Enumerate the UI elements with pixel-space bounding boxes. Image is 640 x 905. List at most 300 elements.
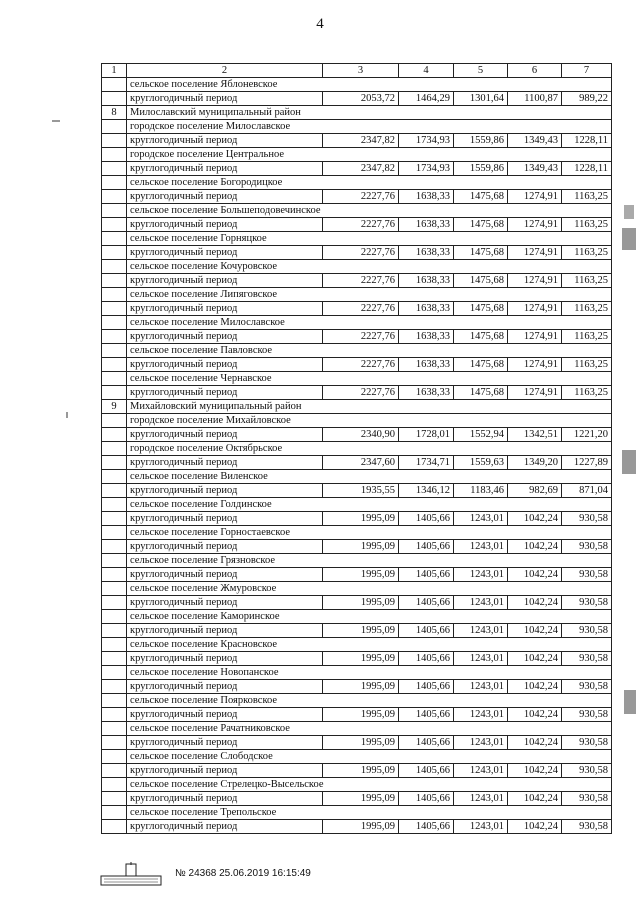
- settlement-name-cell: сельское поселение Слободское: [127, 750, 612, 764]
- period-cell: круглогодичный период: [127, 764, 323, 778]
- row-number-cell: [102, 806, 127, 820]
- row-number-cell: [102, 302, 127, 316]
- district-name-cell: Михайловский муниципальный район: [127, 400, 612, 414]
- value-cell: 1042,24: [508, 680, 562, 694]
- row-number-cell: [102, 694, 127, 708]
- settlement-row: [102, 414, 612, 428]
- registration-stamp: № 24368 25.06.2019 16:15:49: [175, 868, 311, 879]
- value-cell: 1475,68: [454, 190, 508, 204]
- page-number: 4: [316, 16, 324, 32]
- header-row: [102, 64, 612, 78]
- value-cell: 1475,68: [454, 274, 508, 288]
- row-number-cell: [102, 190, 127, 204]
- period-cell: круглогодичный период: [127, 820, 323, 834]
- settlement-row: [102, 372, 612, 386]
- period-cell: круглогодичный период: [127, 624, 323, 638]
- tariff-row: [102, 624, 612, 638]
- settlement-name-cell: сельское поселение Грязновское: [127, 554, 612, 568]
- row-number-cell: [102, 456, 127, 470]
- row-number-cell: [102, 442, 127, 456]
- scan-artifact: [622, 450, 636, 474]
- value-cell: 1935,55: [323, 484, 399, 498]
- row-number-cell: 9: [102, 400, 127, 414]
- value-cell: 1638,33: [399, 218, 454, 232]
- period-cell: круглогодичный период: [127, 456, 323, 470]
- value-cell: 1243,01: [454, 680, 508, 694]
- value-cell: 1274,91: [508, 330, 562, 344]
- settlement-row: [102, 78, 612, 92]
- value-cell: 1995,09: [323, 624, 399, 638]
- value-cell: 1163,25: [562, 190, 612, 204]
- value-cell: 1227,89: [562, 456, 612, 470]
- settlement-row: [102, 148, 612, 162]
- district-row: [102, 400, 612, 414]
- header-cell: 1: [102, 64, 127, 78]
- tariff-row: [102, 540, 612, 554]
- header-cell: 4: [399, 64, 454, 78]
- value-cell: 930,58: [562, 764, 612, 778]
- value-cell: 930,58: [562, 680, 612, 694]
- period-cell: круглогодичный период: [127, 92, 323, 106]
- row-number-cell: 8: [102, 106, 127, 120]
- row-number-cell: [102, 736, 127, 750]
- value-cell: 1163,25: [562, 218, 612, 232]
- settlement-row: [102, 778, 612, 792]
- value-cell: 1405,66: [399, 736, 454, 750]
- row-number-cell: [102, 778, 127, 792]
- tariff-row: [102, 652, 612, 666]
- row-number-cell: [102, 274, 127, 288]
- tariff-row: [102, 820, 612, 834]
- row-number-cell: [102, 638, 127, 652]
- settlement-row: [102, 288, 612, 302]
- period-cell: круглогодичный период: [127, 652, 323, 666]
- row-number-cell: [102, 554, 127, 568]
- value-cell: 1042,24: [508, 568, 562, 582]
- value-cell: 1042,24: [508, 764, 562, 778]
- value-cell: 1734,93: [399, 134, 454, 148]
- value-cell: 1042,24: [508, 820, 562, 834]
- settlement-row: [102, 120, 612, 134]
- value-cell: 1243,01: [454, 708, 508, 722]
- value-cell: 1638,33: [399, 386, 454, 400]
- header-cell: 2: [127, 64, 323, 78]
- row-number-cell: [102, 624, 127, 638]
- settlement-name-cell: сельское поселение Каморинское: [127, 610, 612, 624]
- row-number-cell: [102, 722, 127, 736]
- value-cell: 1734,71: [399, 456, 454, 470]
- value-cell: 1042,24: [508, 624, 562, 638]
- tariff-row: [102, 484, 612, 498]
- value-cell: 1734,93: [399, 162, 454, 176]
- value-cell: 989,22: [562, 92, 612, 106]
- row-number-cell: [102, 414, 127, 428]
- tariff-row: [102, 274, 612, 288]
- value-cell: 1638,33: [399, 302, 454, 316]
- settlement-name-cell: городское поселение Центральное: [127, 148, 612, 162]
- tariff-row: [102, 512, 612, 526]
- settlement-name-cell: сельское поселение Кочуровское: [127, 260, 612, 274]
- value-cell: 1638,33: [399, 330, 454, 344]
- value-cell: 1995,09: [323, 540, 399, 554]
- value-cell: 1243,01: [454, 512, 508, 526]
- row-number-cell: [102, 428, 127, 442]
- value-cell: 1475,68: [454, 330, 508, 344]
- scan-artifact: [52, 120, 60, 122]
- tariff-row: [102, 302, 612, 316]
- value-cell: 930,58: [562, 820, 612, 834]
- value-cell: 1100,87: [508, 92, 562, 106]
- settlement-row: [102, 722, 612, 736]
- value-cell: 1995,09: [323, 568, 399, 582]
- settlement-name-cell: сельское поселение Жмуровское: [127, 582, 612, 596]
- row-number-cell: [102, 246, 127, 260]
- settlement-row: [102, 582, 612, 596]
- row-number-cell: [102, 134, 127, 148]
- period-cell: круглогодичный период: [127, 736, 323, 750]
- settlement-name-cell: сельское поселение Большеподовечинское: [127, 204, 612, 218]
- row-number-cell: [102, 260, 127, 274]
- value-cell: 1243,01: [454, 596, 508, 610]
- value-cell: 1228,11: [562, 134, 612, 148]
- value-cell: 2227,76: [323, 190, 399, 204]
- row-number-cell: [102, 78, 127, 92]
- district-name-cell: Милославский муниципальный район: [127, 106, 612, 120]
- value-cell: 2227,76: [323, 246, 399, 260]
- settlement-row: [102, 498, 612, 512]
- scan-artifact: [624, 205, 634, 219]
- settlement-row: [102, 694, 612, 708]
- settlement-name-cell: сельское поселение Яблоневское: [127, 78, 612, 92]
- tariff-row: [102, 190, 612, 204]
- value-cell: 982,69: [508, 484, 562, 498]
- value-cell: 2053,72: [323, 92, 399, 106]
- row-number-cell: [102, 344, 127, 358]
- settlement-name-cell: сельское поселение Поярковское: [127, 694, 612, 708]
- value-cell: 1243,01: [454, 736, 508, 750]
- row-number-cell: [102, 708, 127, 722]
- stamp-logo: [100, 862, 162, 886]
- value-cell: 1559,86: [454, 134, 508, 148]
- header-cell: 3: [323, 64, 399, 78]
- value-cell: 2340,90: [323, 428, 399, 442]
- value-cell: 1342,51: [508, 428, 562, 442]
- value-cell: 930,58: [562, 596, 612, 610]
- period-cell: круглогодичный период: [127, 540, 323, 554]
- value-cell: 1346,12: [399, 484, 454, 498]
- row-number-cell: [102, 120, 127, 134]
- value-cell: 1274,91: [508, 246, 562, 260]
- row-number-cell: [102, 386, 127, 400]
- row-number-cell: [102, 330, 127, 344]
- value-cell: 1042,24: [508, 652, 562, 666]
- value-cell: 1405,66: [399, 568, 454, 582]
- settlement-row: [102, 260, 612, 274]
- value-cell: 1349,20: [508, 456, 562, 470]
- value-cell: 871,04: [562, 484, 612, 498]
- value-cell: 1243,01: [454, 540, 508, 554]
- tariff-table: [101, 63, 612, 834]
- value-cell: 2227,76: [323, 358, 399, 372]
- value-cell: 1995,09: [323, 708, 399, 722]
- settlement-row: [102, 666, 612, 680]
- tariff-row: [102, 680, 612, 694]
- value-cell: 1405,66: [399, 764, 454, 778]
- period-cell: круглогодичный период: [127, 358, 323, 372]
- value-cell: 2227,76: [323, 302, 399, 316]
- value-cell: 1638,33: [399, 246, 454, 260]
- settlement-row: [102, 470, 612, 484]
- value-cell: 1405,66: [399, 624, 454, 638]
- settlement-name-cell: сельское поселение Липяговское: [127, 288, 612, 302]
- value-cell: 1552,94: [454, 428, 508, 442]
- settlement-row: [102, 806, 612, 820]
- period-cell: круглогодичный период: [127, 134, 323, 148]
- value-cell: 1274,91: [508, 218, 562, 232]
- value-cell: 1274,91: [508, 274, 562, 288]
- value-cell: 1405,66: [399, 820, 454, 834]
- value-cell: 1475,68: [454, 386, 508, 400]
- settlement-row: [102, 176, 612, 190]
- tariff-row: [102, 92, 612, 106]
- settlement-name-cell: городское поселение Октябрьское: [127, 442, 612, 456]
- value-cell: 1405,66: [399, 652, 454, 666]
- value-cell: 1228,11: [562, 162, 612, 176]
- header-cell: 5: [454, 64, 508, 78]
- value-cell: 1183,46: [454, 484, 508, 498]
- value-cell: 2347,82: [323, 162, 399, 176]
- row-number-cell: [102, 218, 127, 232]
- value-cell: 1995,09: [323, 596, 399, 610]
- value-cell: 1995,09: [323, 512, 399, 526]
- tariff-row: [102, 218, 612, 232]
- period-cell: круглогодичный период: [127, 568, 323, 582]
- tariff-row: [102, 428, 612, 442]
- value-cell: 2227,76: [323, 330, 399, 344]
- value-cell: 2347,60: [323, 456, 399, 470]
- value-cell: 1243,01: [454, 764, 508, 778]
- settlement-name-cell: сельское поселение Павловское: [127, 344, 612, 358]
- value-cell: 2227,76: [323, 274, 399, 288]
- scan-artifact: [66, 412, 68, 418]
- value-cell: 1405,66: [399, 512, 454, 526]
- value-cell: 1042,24: [508, 512, 562, 526]
- value-cell: 1042,24: [508, 596, 562, 610]
- settlement-name-cell: сельское поселение Новопанское: [127, 666, 612, 680]
- value-cell: 1405,66: [399, 792, 454, 806]
- value-cell: 930,58: [562, 624, 612, 638]
- table-body: [102, 78, 612, 834]
- row-number-cell: [102, 750, 127, 764]
- footer: [100, 862, 360, 888]
- row-number-cell: [102, 232, 127, 246]
- value-cell: 1559,86: [454, 162, 508, 176]
- settlement-row: [102, 554, 612, 568]
- value-cell: 1638,33: [399, 190, 454, 204]
- period-cell: круглогодичный период: [127, 484, 323, 498]
- value-cell: 1995,09: [323, 820, 399, 834]
- value-cell: 1042,24: [508, 792, 562, 806]
- value-cell: 1475,68: [454, 302, 508, 316]
- value-cell: 1221,20: [562, 428, 612, 442]
- settlement-name-cell: сельское поселение Чернавское: [127, 372, 612, 386]
- value-cell: 1995,09: [323, 680, 399, 694]
- row-number-cell: [102, 526, 127, 540]
- tariff-row: [102, 456, 612, 470]
- value-cell: 1163,25: [562, 358, 612, 372]
- value-cell: 1243,01: [454, 792, 508, 806]
- row-number-cell: [102, 498, 127, 512]
- value-cell: 1301,64: [454, 92, 508, 106]
- row-number-cell: [102, 820, 127, 834]
- row-number-cell: [102, 162, 127, 176]
- value-cell: 2347,82: [323, 134, 399, 148]
- period-cell: круглогодичный период: [127, 386, 323, 400]
- period-cell: круглогодичный период: [127, 680, 323, 694]
- period-cell: круглогодичный период: [127, 302, 323, 316]
- value-cell: 1042,24: [508, 708, 562, 722]
- row-number-cell: [102, 204, 127, 218]
- settlement-name-cell: сельское поселение Красновское: [127, 638, 612, 652]
- value-cell: 1638,33: [399, 358, 454, 372]
- header-cell: 7: [562, 64, 612, 78]
- row-number-cell: [102, 176, 127, 190]
- row-number-cell: [102, 596, 127, 610]
- settlement-row: [102, 232, 612, 246]
- value-cell: 1042,24: [508, 540, 562, 554]
- value-cell: 2227,76: [323, 386, 399, 400]
- value-cell: 1163,25: [562, 274, 612, 288]
- value-cell: 930,58: [562, 792, 612, 806]
- row-number-cell: [102, 470, 127, 484]
- value-cell: 1995,09: [323, 792, 399, 806]
- row-number-cell: [102, 680, 127, 694]
- period-cell: круглогодичный период: [127, 246, 323, 260]
- row-number-cell: [102, 148, 127, 162]
- tariff-row: [102, 568, 612, 582]
- value-cell: 1638,33: [399, 274, 454, 288]
- settlement-name-cell: городское поселение Милославское: [127, 120, 612, 134]
- row-number-cell: [102, 372, 127, 386]
- value-cell: 1405,66: [399, 708, 454, 722]
- settlement-name-cell: сельское поселение Рачатниковское: [127, 722, 612, 736]
- period-cell: круглогодичный период: [127, 708, 323, 722]
- period-cell: круглогодичный период: [127, 330, 323, 344]
- value-cell: 1163,25: [562, 246, 612, 260]
- row-number-cell: [102, 764, 127, 778]
- district-row: [102, 106, 612, 120]
- settlement-row: [102, 750, 612, 764]
- value-cell: 1243,01: [454, 652, 508, 666]
- settlement-name-cell: сельское поселение Богородицкое: [127, 176, 612, 190]
- row-number-cell: [102, 484, 127, 498]
- value-cell: 930,58: [562, 568, 612, 582]
- header-cell: 6: [508, 64, 562, 78]
- tariff-row: [102, 708, 612, 722]
- value-cell: 1274,91: [508, 358, 562, 372]
- value-cell: 1274,91: [508, 190, 562, 204]
- row-number-cell: [102, 358, 127, 372]
- period-cell: круглогодичный период: [127, 218, 323, 232]
- settlement-row: [102, 638, 612, 652]
- value-cell: 1243,01: [454, 624, 508, 638]
- settlement-name-cell: сельское поселение Виленское: [127, 470, 612, 484]
- tariff-row: [102, 736, 612, 750]
- value-cell: 1995,09: [323, 736, 399, 750]
- value-cell: 1274,91: [508, 302, 562, 316]
- value-cell: 1995,09: [323, 764, 399, 778]
- value-cell: 1405,66: [399, 680, 454, 694]
- value-cell: 930,58: [562, 652, 612, 666]
- settlement-name-cell: сельское поселение Трепольское: [127, 806, 612, 820]
- row-number-cell: [102, 512, 127, 526]
- settlement-row: [102, 442, 612, 456]
- settlement-name-cell: сельское поселение Горностаевское: [127, 526, 612, 540]
- tariff-row: [102, 330, 612, 344]
- value-cell: 1349,43: [508, 134, 562, 148]
- value-cell: 1163,25: [562, 386, 612, 400]
- period-cell: круглогодичный период: [127, 792, 323, 806]
- value-cell: 1405,66: [399, 596, 454, 610]
- period-cell: круглогодичный период: [127, 428, 323, 442]
- tariff-row: [102, 246, 612, 260]
- row-number-cell: [102, 316, 127, 330]
- tariff-row: [102, 596, 612, 610]
- period-cell: круглогодичный период: [127, 162, 323, 176]
- value-cell: 1243,01: [454, 820, 508, 834]
- value-cell: 1995,09: [323, 652, 399, 666]
- scan-artifact: [624, 690, 636, 714]
- tariff-row: [102, 134, 612, 148]
- value-cell: 1163,25: [562, 302, 612, 316]
- value-cell: 1042,24: [508, 736, 562, 750]
- settlement-name-cell: сельское поселение Горняцкое: [127, 232, 612, 246]
- value-cell: 1475,68: [454, 218, 508, 232]
- value-cell: 1243,01: [454, 568, 508, 582]
- row-number-cell: [102, 610, 127, 624]
- settlement-name-cell: сельское поселение Милославское: [127, 316, 612, 330]
- value-cell: 1349,43: [508, 162, 562, 176]
- tariff-row: [102, 162, 612, 176]
- period-cell: круглогодичный период: [127, 512, 323, 526]
- settlement-row: [102, 204, 612, 218]
- tariff-row: [102, 386, 612, 400]
- value-cell: 930,58: [562, 736, 612, 750]
- row-number-cell: [102, 652, 127, 666]
- settlement-row: [102, 526, 612, 540]
- value-cell: 1405,66: [399, 540, 454, 554]
- tariff-row: [102, 764, 612, 778]
- row-number-cell: [102, 568, 127, 582]
- period-cell: круглогодичный период: [127, 596, 323, 610]
- row-number-cell: [102, 288, 127, 302]
- row-number-cell: [102, 792, 127, 806]
- row-number-cell: [102, 666, 127, 680]
- settlement-name-cell: городское поселение Михайловское: [127, 414, 612, 428]
- value-cell: 930,58: [562, 540, 612, 554]
- value-cell: 1475,68: [454, 246, 508, 260]
- tariff-row: [102, 792, 612, 806]
- value-cell: 2227,76: [323, 218, 399, 232]
- value-cell: 930,58: [562, 708, 612, 722]
- row-number-cell: [102, 540, 127, 554]
- period-cell: круглогодичный период: [127, 274, 323, 288]
- tariff-row: [102, 358, 612, 372]
- settlement-name-cell: сельское поселение Стрелецко-Высельское: [127, 778, 612, 792]
- value-cell: 1475,68: [454, 358, 508, 372]
- value-cell: 1559,63: [454, 456, 508, 470]
- period-cell: круглогодичный период: [127, 190, 323, 204]
